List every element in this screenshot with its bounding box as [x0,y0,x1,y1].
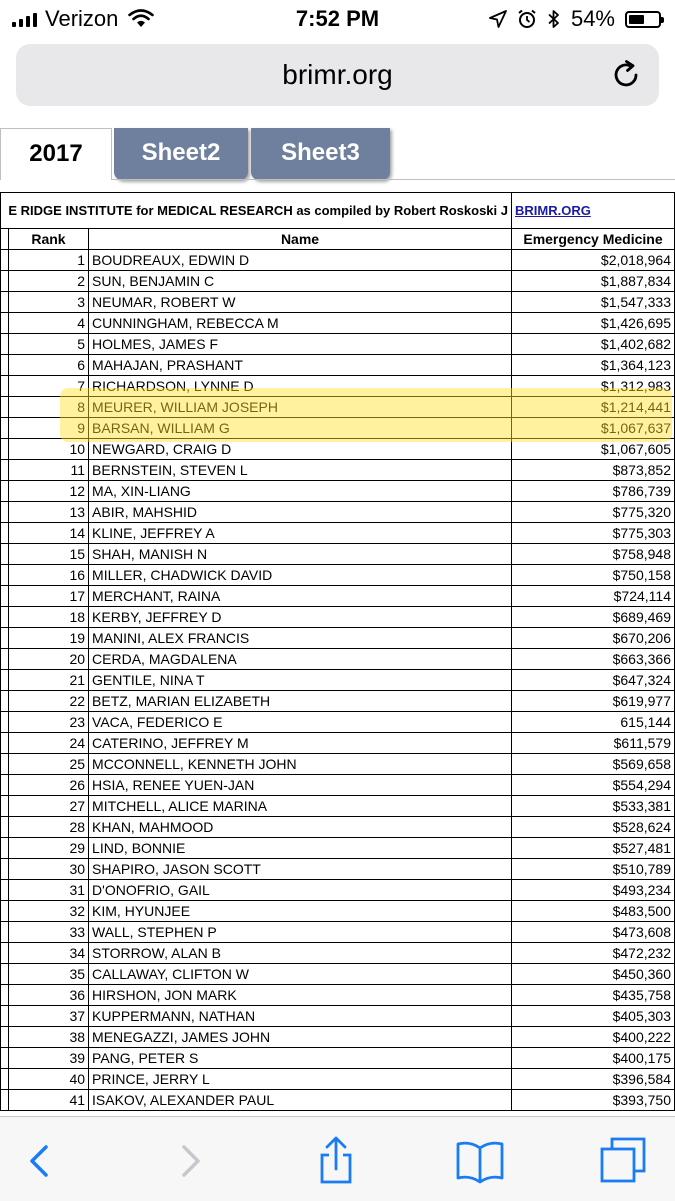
name-cell: ISAKOV, ALEXANDER PAUL [89,1090,512,1111]
name-cell: KIM, HYUNJEE [89,901,512,922]
gutter-cell [1,901,9,922]
rank-cell: 23 [8,712,88,733]
name-cell: VACA, FEDERICO E [89,712,512,733]
battery-icon [625,11,661,28]
gutter-cell [1,1027,9,1048]
gutter-cell [1,1090,9,1111]
location-arrow-icon [489,10,507,28]
gutter-cell [1,922,9,943]
rank-cell: 39 [8,1048,88,1069]
amount-cell: $527,481 [512,838,675,859]
amount-cell: $493,234 [512,880,675,901]
gutter-cell [1,712,9,733]
gutter-cell [1,523,9,544]
gutter-cell [1,439,9,460]
back-arrow-icon[interactable] [14,1135,66,1187]
gutter-cell [1,943,9,964]
forward-arrow-icon[interactable] [164,1135,216,1187]
amount-cell: $1,067,605 [512,439,675,460]
name-cell: MEURER, WILLIAM JOSEPH [89,397,512,418]
rank-cell: 13 [8,502,88,523]
rank-cell: 7 [8,376,88,397]
amount-cell: $1,402,682 [512,334,675,355]
banner-left-cell [1,193,9,229]
rank-cell: 40 [8,1069,88,1090]
amount-cell: $483,500 [512,901,675,922]
rank-cell: 10 [8,439,88,460]
amount-cell: $873,852 [512,460,675,481]
tab-divider [112,179,675,180]
table-row [1,922,675,943]
table-row [1,334,675,355]
amount-cell: $611,579 [512,733,675,754]
rank-cell: 32 [8,901,88,922]
rank-cell: 25 [8,754,88,775]
gutter-cell [1,775,9,796]
gutter-cell [1,670,9,691]
name-cell: NEUMAR, ROBERT W [89,292,512,313]
bookmarks-icon[interactable] [454,1135,506,1187]
rank-cell: 29 [8,838,88,859]
gutter-cell [1,964,9,985]
battery-percent: 54% [570,6,615,31]
rank-cell: 16 [8,565,88,586]
amount-cell: $1,547,333 [512,292,675,313]
name-cell: MILLER, CHADWICK DAVID [89,565,512,586]
rank-cell: 12 [8,481,88,502]
amount-cell: $1,887,834 [512,271,675,292]
gutter-cell [1,859,9,880]
gutter-cell [1,607,9,628]
gutter-cell [1,376,9,397]
gutter-cell [1,754,9,775]
gutter-cell [1,880,9,901]
name-cell: MITCHELL, ALICE MARINA [89,796,512,817]
gutter-cell [1,397,9,418]
amount-cell: $1,214,441 [512,397,675,418]
table-row [1,1069,675,1090]
table-row [1,313,675,334]
rank-cell: 5 [8,334,88,355]
name-cell: HSIA, RENEE YUEN-JAN [89,775,512,796]
name-cell: WALL, STEPHEN P [89,922,512,943]
status-time: 7:52 PM [295,6,380,31]
table-row [1,523,675,544]
gutter-cell [1,502,9,523]
table-row [1,376,675,397]
name-cell: CUNNINGHAM, REBECCA M [89,313,512,334]
amount-cell: $775,320 [512,502,675,523]
amount-cell: $472,232 [512,943,675,964]
table-row [1,1048,675,1069]
gutter-cell [1,460,9,481]
table-row [1,859,675,880]
gutter-cell [1,733,9,754]
carrier-name: Verizon [45,6,119,31]
table-row [1,607,675,628]
table-row [1,943,675,964]
name-cell: MCCONNELL, KENNETH JOHN [89,754,512,775]
name-cell: SHAH, MANISH N [89,544,512,565]
name-cell: MENEGAZZI, JAMES JOHN [89,1027,512,1048]
amount-cell: $758,948 [512,544,675,565]
banner-link-cell [512,193,675,229]
name-cell: PRINCE, JERRY L [89,1069,512,1090]
rank-cell: 22 [8,691,88,712]
alarm-icon [517,9,537,29]
table-row [1,1006,675,1027]
rank-cell: 27 [8,796,88,817]
tab-sheet2[interactable]: Sheet2 [114,128,248,180]
name-cell: ABIR, MAHSHID [89,502,512,523]
amount-cell: $1,067,637 [512,418,675,439]
table-row [1,418,675,439]
amount-cell: $786,739 [512,481,675,502]
table-row [1,775,675,796]
table-row [1,964,675,985]
table-row [1,502,675,523]
name-cell: GENTILE, NINA T [89,670,512,691]
share-icon[interactable] [310,1135,362,1187]
name-cell: NEWGARD, CRAIG D [89,439,512,460]
rank-cell: 17 [8,586,88,607]
name-cell: BARSAN, WILLIAM G [89,418,512,439]
amount-cell: $435,758 [512,985,675,1006]
rank-cell: 28 [8,817,88,838]
name-cell: HOLMES, JAMES F [89,334,512,355]
amount-cell: $569,658 [512,754,675,775]
gutter-cell [1,586,9,607]
amount-cell: 615,144 [512,712,675,733]
name-cell: KUPPERMANN, NATHAN [89,1006,512,1027]
rank-cell: 37 [8,1006,88,1027]
table-row [1,649,675,670]
table-row [1,565,675,586]
browser-toolbar [0,1116,675,1201]
gutter-cell [1,334,9,355]
table-row [1,355,675,376]
gutter-cell [1,796,9,817]
name-cell: RICHARDSON, LYNNE D [89,376,512,397]
gutter-cell [1,1069,9,1090]
gutter-cell [1,544,9,565]
name-cell: MAHAJAN, PRASHANT [89,355,512,376]
table-row [1,754,675,775]
amount-cell: $450,360 [512,964,675,985]
table-row [1,460,675,481]
header-rank: Rank [8,229,88,250]
name-cell: CERDA, MAGDALENA [89,649,512,670]
name-cell: D'ONOFRIO, GAIL [89,880,512,901]
table-row [1,901,675,922]
rank-cell: 20 [8,649,88,670]
amount-cell: $533,381 [512,796,675,817]
gutter-cell [1,691,9,712]
name-cell: STORROW, ALAN B [89,943,512,964]
gutter-cell [1,1006,9,1027]
gutter-cell [1,628,9,649]
name-cell: CATERINO, JEFFREY M [89,733,512,754]
table-row [1,544,675,565]
table-row [1,985,675,1006]
rank-cell: 11 [8,460,88,481]
table-row [1,271,675,292]
table-row [1,838,675,859]
gutter-cell [1,1048,9,1069]
amount-cell: $647,324 [512,670,675,691]
rank-cell: 24 [8,733,88,754]
header-amount: Emergency Medicine [512,229,675,250]
amount-cell: $554,294 [512,775,675,796]
table-row [1,481,675,502]
amount-cell: $528,624 [512,817,675,838]
amount-cell: $724,114 [512,586,675,607]
amount-cell: $689,469 [512,607,675,628]
gutter-cell [1,355,9,376]
rank-cell: 19 [8,628,88,649]
amount-cell: $670,206 [512,628,675,649]
name-cell: BETZ, MARIAN ELIZABETH [89,691,512,712]
gutter-cell [1,481,9,502]
rank-cell: 35 [8,964,88,985]
ranking-table [0,192,675,1111]
name-cell: MANINI, ALEX FRANCIS [89,628,512,649]
table-row [1,439,675,460]
amount-cell: $619,977 [512,691,675,712]
rank-cell: 38 [8,1027,88,1048]
name-cell: KLINE, JEFFREY A [89,523,512,544]
name-cell: SUN, BENJAMIN C [89,271,512,292]
rank-cell: 14 [8,523,88,544]
address-bar[interactable] [16,44,659,106]
gutter-cell [1,292,9,313]
gutter-cell [1,313,9,334]
gutter-cell [1,985,9,1006]
rank-cell: 34 [8,943,88,964]
name-cell: PANG, PETER S [89,1048,512,1069]
reload-icon[interactable] [609,58,643,92]
rank-cell: 21 [8,670,88,691]
amount-cell: $405,303 [512,1006,675,1027]
name-cell: CALLAWAY, CLIFTON W [89,964,512,985]
amount-cell: $1,312,983 [512,376,675,397]
table-row [1,250,675,271]
rank-cell: 30 [8,859,88,880]
tabs-icon[interactable] [598,1135,650,1187]
spreadsheet [0,192,675,1111]
rank-cell: 26 [8,775,88,796]
battery-fill [629,15,644,24]
amount-cell: $750,158 [512,565,675,586]
gutter-cell [1,271,9,292]
table-row [1,1090,675,1111]
name-cell: KERBY, JEFFREY D [89,607,512,628]
amount-cell: $473,608 [512,922,675,943]
gutter-cell [1,250,9,271]
banner-title: E RIDGE INSTITUTE for MEDICAL RESEARCH as compiled by Robert Roskoski J [8,193,511,229]
name-cell: BOUDREAUX, EDWIN D [89,250,512,271]
rank-cell: 31 [8,880,88,901]
gutter-cell [1,649,9,670]
rank-cell: 1 [8,250,88,271]
brimr-link[interactable]: BRIMR.ORG [515,203,591,218]
rank-cell: 8 [8,397,88,418]
rank-cell: 36 [8,985,88,1006]
rank-cell: 41 [8,1090,88,1111]
name-cell: KHAN, MAHMOOD [89,817,512,838]
amount-cell: $2,018,964 [512,250,675,271]
rank-cell: 4 [8,313,88,334]
table-row [1,880,675,901]
status-right [489,6,661,32]
status-bar [0,0,675,38]
amount-cell: $400,222 [512,1027,675,1048]
amount-cell: $1,364,123 [512,355,675,376]
name-cell: MERCHANT, RAINA [89,586,512,607]
rank-cell: 15 [8,544,88,565]
header-row [1,229,675,250]
tab-2017[interactable]: 2017 [0,128,112,180]
banner-row [1,193,675,229]
amount-cell: $400,175 [512,1048,675,1069]
header-name: Name [89,229,512,250]
table-row [1,817,675,838]
name-cell: SHAPIRO, JASON SCOTT [89,859,512,880]
rank-cell: 6 [8,355,88,376]
table-row [1,691,675,712]
rank-cell: 18 [8,607,88,628]
gutter-cell [1,229,9,250]
amount-cell: $1,426,695 [512,313,675,334]
amount-cell: $393,750 [512,1090,675,1111]
table-row [1,292,675,313]
rank-cell: 9 [8,418,88,439]
table-row [1,397,675,418]
table-row [1,628,675,649]
table-row [1,586,675,607]
name-cell: LIND, BONNIE [89,838,512,859]
table-row [1,1027,675,1048]
amount-cell: $775,303 [512,523,675,544]
url-text[interactable]: brimr.org [282,59,393,90]
amount-cell: $663,366 [512,649,675,670]
table-row [1,733,675,754]
amount-cell: $396,584 [512,1069,675,1090]
bluetooth-icon [547,9,561,29]
table-row [1,670,675,691]
sheet-tabs [0,128,675,180]
name-cell: BERNSTEIN, STEVEN L [89,460,512,481]
gutter-cell [1,838,9,859]
rank-cell: 2 [8,271,88,292]
table-row [1,712,675,733]
rank-cell: 3 [8,292,88,313]
gutter-cell [1,418,9,439]
table-row [1,796,675,817]
rank-cell: 33 [8,922,88,943]
tab-sheet3[interactable]: Sheet3 [251,128,390,180]
name-cell: HIRSHON, JON MARK [89,985,512,1006]
amount-cell: $510,789 [512,859,675,880]
gutter-cell [1,565,9,586]
gutter-cell [1,817,9,838]
name-cell: MA, XIN-LIANG [89,481,512,502]
